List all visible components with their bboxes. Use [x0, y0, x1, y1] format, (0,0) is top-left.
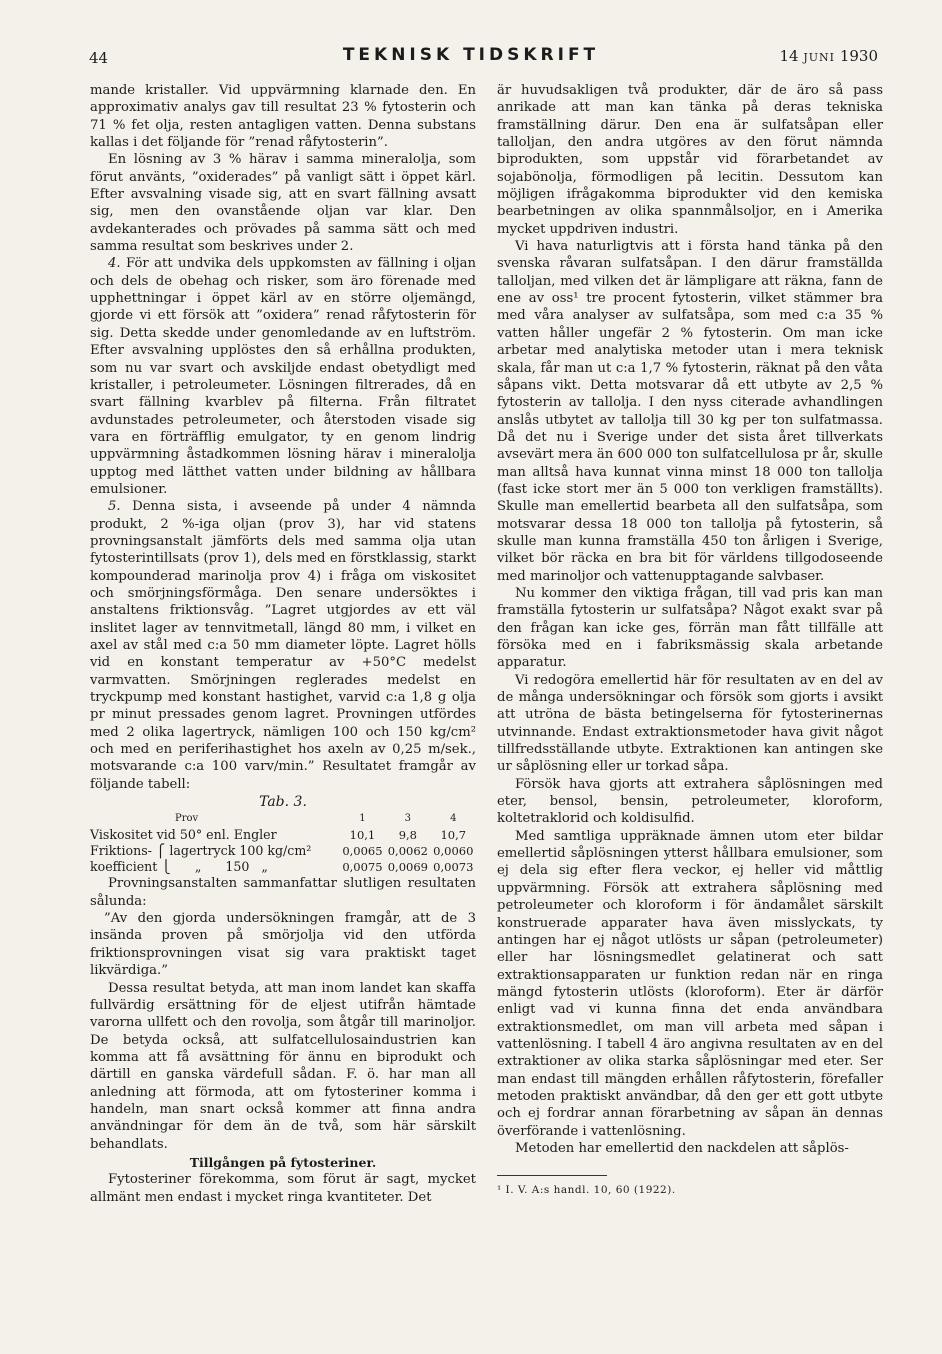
- paragraph: mande kristaller. Vid uppvärmning klarnade den. En approximativ analys gav till resultat 23 % fytosterin och 71 % fet olja, resten antagligen vatten. Denna substans kallas i det följande för ”renad råfytosterin”.: [90, 83, 476, 151]
- paragraph-text: Denna sista, i avseende på under 4 nämnda produkt, 2 %-iga oljan (prov 3), har vid statens provningsanstalt jämförts dels med samma olja utan fytosterintillsats (prov 1), dels med en förstklassig, starkt kompounderad marinolja prov 4) i fråga om viskositet och smörjningsförmåga. Den senare undersöktes i anstaltens friktionsvåg. ”Lagret utgjordes av ett väl inslitet lager av tennvitmetall, längd 80 mm, i vilket en axel av stål med c:a 50 mm diameter löpte. Lagret hölls vid en konstant temperatur av +50°C medelst varmvatten. Smörjningen reglerades medelst en tryckpump med konstant hastighet, varvid c:a 1,8 g olja pr minut pressades genom lagret. Provningen utfördes med 2 olika lagertryck, nämligen 100 och 150 kg/cm² och med en periferihastighet hos axeln av 0,25 m/sek., motsvarande c:a 100 varv/min.” Resultatet framgår av följande tabell:: [90, 499, 476, 792]
- table-row-label: Friktions- ⎧ lagertryck 100 kg/cm²: [90, 843, 312, 859]
- paragraph: är huvudsakligen två produkter, där de äro så pass anrikade att man kan tänka på deras tekniska framställning därur. Den ena är sulfatsåpan eller talloljan, den andra utgöres av den förut nämnda biprodukten, som uppstår vid förarbetandet av sojabönolja, förmodligen på lecitin. Dessutom kan möjligen ifrågakomma biprodukter vid den kemiska bearbetningen av olika spannmålsoljor, en i Amerika mycket uppdriven industri.: [497, 83, 883, 237]
- paragraph: Nu kommer den viktiga frågan, till vad pris kan man framställa fytosterin ur sulfatsåpa? Något exakt svar på den frågan kan icke ges, förrän man fått tillfälle att försöka med en i fabriksmässig skala arbetande apparatur.: [497, 585, 883, 671]
- table-cell: 0,0062: [387, 844, 428, 859]
- paragraph: Med samtliga uppräknade ämnen utom eter bildar emellertid såplösningen ytterst hållbara emulsioner, som ej dela sig efter flera veckor, ej heller vid måttlig uppvärmning. Försök att extrahera såplösning med petroleumeter och kloroform i för ändamålet särskilt konstruerade apparater hava även misslyckats, ty antingen har ej något utlösts ur såpan (petroleumeter) eller har lösningsmedlet gelatinerat och satt extraktionsapparaten ur funktion redan när en ringa mängd fytosterin utlösts (kloroform). Eter är därför enligt vad vi kunna finna det enda användbara extraktionsmedlet, om man vill arbeta med såpan i vattenlösning. I tabell 4 äro angivna resultaten av en del extraktioner av olika starka såplösningar med eter. Ser man endast till mängden erhållen råfytosterin, förefaller metoden praktiskt användbar, då den ger ett gott utbyte och ej fordrar annan förarbetning av såpan än dennas överförande i vattenlösning.: [497, 828, 883, 1139]
- table-row: [90, 859, 476, 875]
- table-col-header: 1: [359, 813, 366, 825]
- date-year: 1930: [839, 47, 878, 65]
- table-header-label: Prov: [175, 813, 199, 825]
- page-number: 44: [89, 49, 109, 67]
- table-row: [90, 827, 476, 843]
- paragraph: Vi redogöra emellertid här för resultaten av en del av de många undersökningar och försök som gjorts i avsikt att utröna de bästa betingelserna för fytosterinernas utvinnande. Endast extraktionsmetoder hava givit något tillfredsställande utbyte. Extraktionen kan antingen ske ur såplösning eller ur torkad såpa.: [497, 672, 883, 775]
- paragraph: En lösning av 3 % härav i samma mineralolja, som förut använts, ”oxiderades” på vanligt sätt i öppet kärl. Efter avsvalning visade sig, att en svart fällning avsatt sig, men den ovanstående oljan var klar. Den avdekanterades och prövades på samma sätt och med samma resultat som beskrives under 2.: [90, 152, 476, 255]
- table-header-row: [90, 811, 476, 827]
- paragraph: Försök hava gjorts att extrahera såplösningen med eter, bensol, bensin, petroleumeter, kloroform, koltetraklorid och koldisulfid.: [497, 776, 883, 827]
- section-number: 5.: [108, 499, 121, 515]
- left-column: [90, 82, 476, 1206]
- footnote: ¹ I. V. A:s handl. 10, 60 (1922).: [497, 1184, 676, 1197]
- table-cell: 10,1: [349, 828, 376, 843]
- table-cell: 0,0075: [342, 860, 383, 875]
- table-title: Tab. 3.: [259, 794, 307, 811]
- journal-title: TEKNISK TIDSKRIFT: [342, 45, 600, 65]
- table-col-header: 3: [404, 813, 412, 825]
- table-cell: 0,0065: [342, 844, 383, 859]
- table-cell: 0,0069: [387, 860, 428, 875]
- paragraph: [90, 498, 476, 793]
- section-number: 4.: [108, 256, 121, 272]
- table-row: [90, 843, 476, 859]
- table-row-label: Viskositet vid 50° enl. Engler: [90, 827, 277, 843]
- section-heading: Tillgången på fytosteriner.: [189, 1154, 377, 1170]
- date-month: JUNI: [803, 51, 836, 64]
- right-column: [497, 82, 883, 1200]
- table-cell: 10,7: [440, 828, 467, 843]
- issue-date: [780, 47, 879, 65]
- table-cell: 9,8: [398, 828, 417, 843]
- paragraph: Fytosteriner förekomma, som förut är sagt, mycket allmänt men endast i mycket ringa kvantiteter. Det: [90, 1172, 476, 1205]
- paragraph: Metoden har emellertid den nackdelen att såplös-: [515, 1140, 849, 1156]
- table-col-header: 4: [450, 813, 457, 825]
- table-cell: 0,0073: [433, 860, 474, 875]
- quotation: ”Av den gjorda undersökningen framgår, att de 3 insända proven på smörjolja vid den utförda friktionsprovningen visat sig vara praktiskt taget likvärdiga.”: [90, 911, 476, 979]
- date-day: 14: [779, 47, 799, 65]
- paragraph: Dessa resultat betyda, att man inom landet kan skaffa fullvärdig ersättning för de eljest utifrån hämtade varorna ullfett och den rovolja, som åtgår till marinoljor. De betyda också, att sulfatcellulosaindustrien kan komma att få avsättning för ännu en biprodukt och därtill en ganska värdefull sådan. F. ö. har man all anledning att förmoda, att om fytosteriner komma i handeln, man snart också kommer att finna andra användningar för dem än de två, som här särskilt behandlats.: [90, 980, 476, 1152]
- footnote-divider: [497, 1175, 607, 1176]
- table-3: [90, 811, 476, 875]
- paragraph-text: För att undvika dels uppkomsten av fällning i oljan och dels de obehag och risker, som äro förenade med upphettningar i öppet kärl av en större oljemängd, gjorde vi ett försök att ”oxidera” renad råfytosterin för sig. Detta skedde under genomledande av en luftström. Efter avsvalning upplöstes den så erhållna produkten, som nu var svart och avskiljde endast obetydligt med kristaller, i petroleumeter. Lösningen filtrerades, då en svart fällning kvarblev på filterna. Från filtratet avdunstades petroleumeter, och återstoden visade sig vara en förträfflig emulgator, ty en genom lindrig uppvärmning åstadkommen lösning härav i mineralolja upptog med lätthet vatten under bildning av hållbara emulsioner.: [90, 256, 477, 497]
- paragraph: Vi hava naturligtvis att i första hand tänka på den svenska råvaran sulfatsåpan. I den därur framställda talloljan, med vilken det är lämpligare att räkna, fann de ene av oss¹ tre procent fytosterin, vilket stämmer bra med våra analyser av sulfatsåpa, som med c:a 35 % vatten håller ungefär 2 % fytosterin. Om man icke arbetar med analytiska metoder utan i mera teknisk skala, får man ut c:a 1,7 % fytosterin, räknat på den våta såpans vikt. Detta motsvarar då ett utbyte av 2,5 % fytosterin av tallolja. I den nyss citerade avhandlingen anslås utbytet av tallolja till 30 kg per ton sulfatmassa. Då det nu i Sverige under det sista året tillverkats avsevärt mera än 600 000 ton sulfatcellulosa pr år, skulle man alltså hava kunnat vinna minst 18 000 ton tallolja (fast icke stort mer än 5 000 ton verkligen framställts). Skulle man emellertid bearbeta all den sulfatsåpa, som motsvarar dessa 18 000 ton tallolja på fytosterin, så skulle man kunna framställa 450 ton årligen i Sverige, vilket bör räcka en bra bit för världens tillgodoseende med marinoljor och vattenupptagande salvbaser.: [497, 239, 883, 584]
- table-row-label: koefficient ⎩ „ 150 „: [90, 859, 268, 875]
- paragraph: Provningsanstalten sammanfattar slutligen resultaten sålunda:: [90, 876, 476, 909]
- paragraph: [90, 255, 476, 498]
- table-cell: 0,0060: [433, 844, 474, 859]
